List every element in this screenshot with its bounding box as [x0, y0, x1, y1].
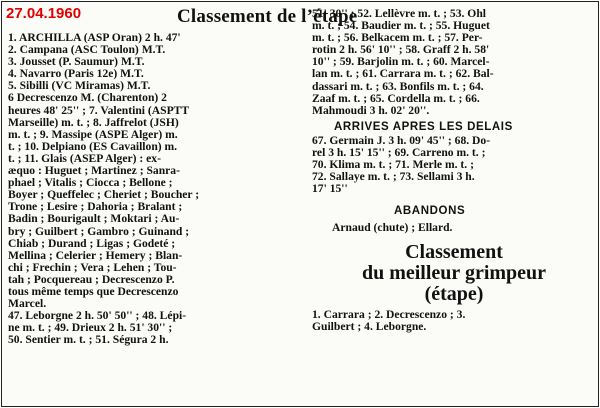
ranking-line: tah ; Pocquereau ; Decrescenzo P. [8, 273, 175, 286]
ranking-line: m. t. ; 54. Baudier m. t. ; 55. Huguet [312, 20, 490, 33]
ranking-line: 10'' ; 59. Barjolin m. t. ; 60. Marcel- [312, 56, 490, 69]
ranking-line: Chiab ; Durand ; Ligas ; Godeté ; [8, 237, 176, 250]
ranking-line: Zaaf m. t. ; 65. Cordella m. t. ; 66. [312, 92, 480, 105]
ranking-line: 51' 30'' ; 52. Lellèvre m. t. ; 53. Ohl [312, 8, 486, 20]
late-arrival-line: 67. Germain J. 3 h. 09' 45'' ; 68. Do- [312, 134, 491, 147]
ranking-line: phael ; Vitalis ; Ciocca ; Bellone ; [8, 177, 173, 190]
ranking-line: chi ; Frechin ; Vera ; Lehen ; Tou- [8, 261, 177, 274]
ranking-line: rotin 2 h. 56' 10'' ; 58. Graff 2 h. 58' [312, 44, 490, 57]
ranking-line: ne m. t. ; 49. Drieux 2 h. 51' 30'' ; [8, 322, 173, 335]
best-climber-heading [312, 242, 596, 305]
ranking-line: 4. Navarro (Paris 12e) M.T. [8, 68, 144, 81]
late-arrivals-heading: ARRIVES APRES LES DELAIS [334, 120, 513, 133]
ranking-line: m. t. ; 9. Massipe (ASPE Alger) m. [8, 128, 178, 141]
ranking-line: t. ; 10. Delpiano (ES Cavaillon) m. [8, 140, 178, 153]
ranking-line: Marcel. [8, 298, 47, 311]
ranking-line: bry ; Guilbert ; Gambro ; Guinand ; [8, 225, 190, 238]
abandons-list: Arnaud (chute) ; Ellard. [332, 221, 453, 234]
ranking-line: dassari m. t. ; 63. Bonfils m. t. ; 64. [312, 80, 484, 93]
ranking-line: Boyer ; Queffelec ; Cheriet ; Boucher ; [8, 189, 200, 202]
ranking-line: lan m. t. ; 61. Carrara m. t. ; 62. Bal- [312, 68, 494, 81]
ranking-line: 47. Leborgne 2 h. 50' 50'' ; 48. Lépi- [8, 310, 187, 323]
ranking-line: 6 Decrescenzo M. (Charenton) 2 [8, 92, 167, 105]
late-arrival-line: 72. Sallaye m. t. ; 73. Sellami 3 h. [312, 171, 475, 184]
ranking-line: 3. Jousset (P. Saumur) M.T. [8, 56, 145, 69]
best-climber-title-line: Classement [405, 240, 503, 263]
right-column [312, 8, 596, 333]
ranking-line: Trone ; Lesire ; Dahoria ; Bralant ; [8, 201, 183, 214]
stage-classification-headline: Classement de l’étape [177, 6, 358, 27]
ranking-line: t. ; 11. Glais (ASEP Alger) : ex- [8, 152, 161, 165]
ranking-line: 50. Sentier m. t. ; 51. Ségura 2 h. [8, 334, 169, 347]
date-stamp: 27.04.1960 [6, 5, 82, 22]
ranking-line: 1. ARCHILLA (ASP Oran) 2 h. 47' [8, 32, 181, 44]
late-arrival-line: 17' 15'' [312, 183, 348, 196]
ranking-line: Mahmoudi 3 h. 02' 20''. [312, 104, 430, 117]
best-climber-line: Guilbert ; 4. Leborgne. [312, 320, 427, 333]
late-arrival-line: rel 3 h. 15' 15'' ; 69. Carreno m. t. ; [312, 147, 486, 160]
ranking-line: Mellina ; Celerier ; Hemery ; Blan- [8, 249, 183, 262]
ranking-line: Marseille) m. t. ; 8. Jaffrelot (JSH) [8, 116, 179, 129]
ranking-line: tous même temps que Decrescenzo [8, 285, 179, 298]
best-climber-title-line: du meilleur grimpeur [361, 261, 547, 284]
best-climber-line: 1. Carrara ; 2. Decrescenzo ; 3. [312, 308, 466, 321]
ranking-line: Badin ; Bourigault ; Moktari ; Au- [8, 213, 180, 226]
newspaper-clipping [1, 1, 599, 407]
abandons-heading: ABANDONS [394, 205, 466, 218]
ranking-line: æquo : Huguet ; Martinez ; Sanra- [8, 165, 180, 178]
ranking-line: m. t. ; 56. Belkacem m. t. ; 57. Per- [312, 32, 483, 45]
best-climber-results [312, 309, 596, 333]
ranking-line: 2. Campana (ASC Toulon) M.T. [8, 44, 166, 57]
ranking-line: heures 48' 25'' ; 7. Valentini (ASPTT [8, 104, 190, 117]
ranking-line: 5. Sibilli (VC Miramas) M.T. [8, 80, 151, 93]
best-climber-title-line: (étape) [424, 282, 484, 305]
left-column [8, 32, 304, 346]
late-arrival-line: 70. Klima m. t. ; 71. Merle m. t. ; [312, 159, 474, 172]
